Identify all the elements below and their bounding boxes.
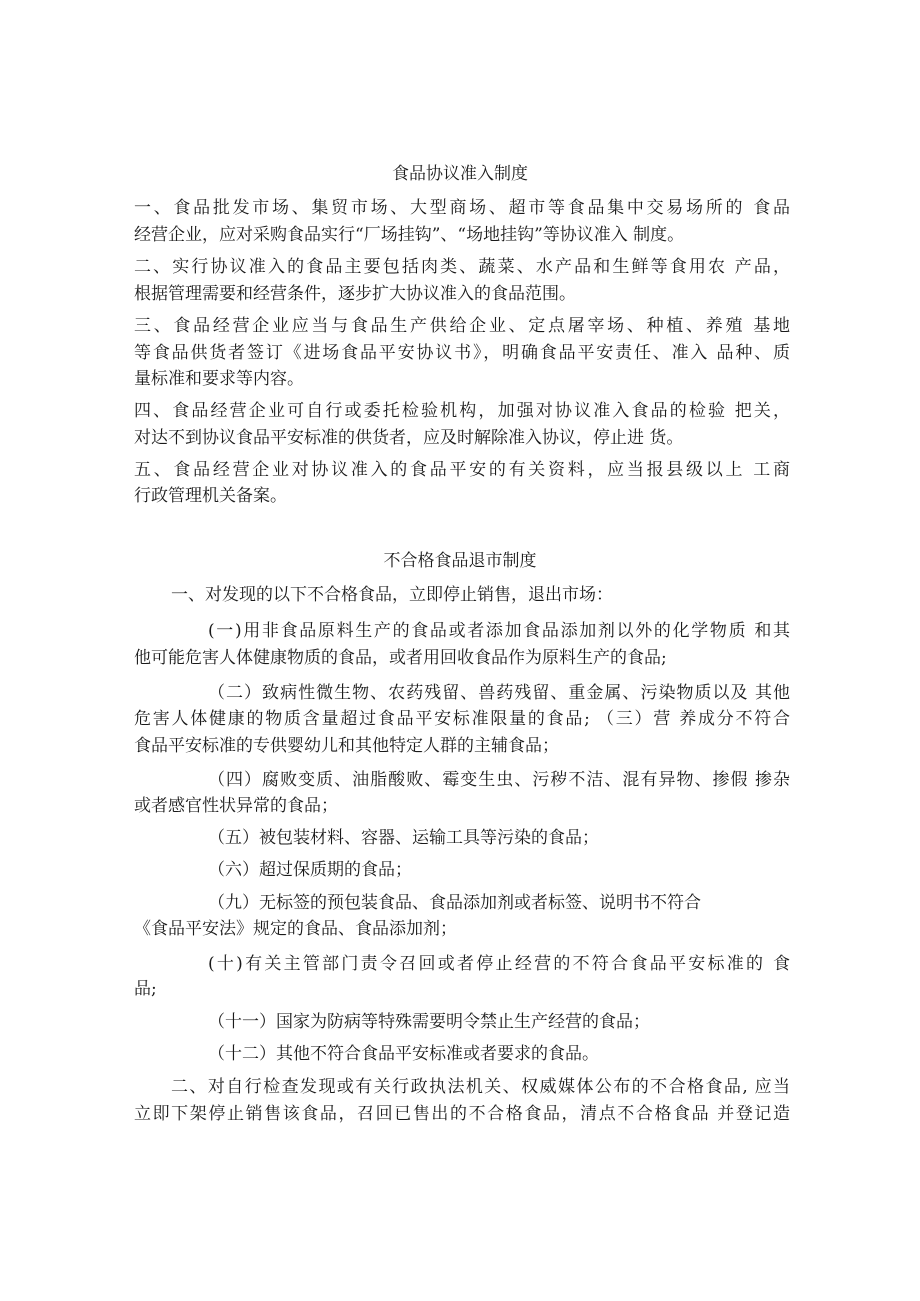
section-2-line-6: 食品平安标准的专供婴幼儿和其他特定人群的主辅食品； [134,736,559,756]
section-2-line-12: 《食品平安法》规定的食品、食品添加剂； [134,919,457,939]
section-2-line-11: （九）无标签的预包装食品、食品添加剂或者标签、说明书不符合 [208,893,701,913]
section-1-line-8: 四、食品经营企业可自行或委托检验机构，加强对协议准入食品的检验 把关， [134,401,790,421]
section-2-line-18: 立即下架停止销售该食品，召回已售出的不合格食品，清点不合格食品 并登记造 [134,1104,790,1124]
section-2-line-4: （二）致病性微生物、农药残留、兽药残留、重金属、污染物质以及 其他 [208,683,790,703]
section-2-title: 不合格食品退市制度 [383,551,537,571]
section-1-line-6: 等食品供货者签订《进场食品平安协议书》，明确食品平安责任、准入 品种、质 [134,343,790,363]
section-1-title: 食品协议准入制度 [392,164,528,184]
section-1-line-3: 二、实行协议准入的食品主要包括肉类、蔬菜、水产品和生鲜等食用农 产品， [134,257,790,277]
section-2-line-3: 他可能危害人体健康物质的食品，或者用回收食品作为原料生产的食品; [134,648,667,668]
section-2-line-16: （十二）其他不符合食品平安标准或者要求的食品。 [208,1044,599,1064]
section-1-line-4: 根据管理需要和经营条件，逐步扩大协议准入的食品范围。 [134,284,576,304]
section-2-line-10: （六）超过保质期的食品； [208,860,412,880]
section-2-line-17: 二、对自行检查发现或有关行政执法机关、权威媒体公布的不合格食品, 应当 [171,1077,790,1097]
section-2-line-5: 危害人体健康的物质含量超过食品平安标准限量的食品; （三）营 养成分不符合 [134,709,790,729]
section-2-line-8: 或者感官性状异常的食品； [134,796,338,816]
section-1-line-10: 五、食品经营企业对协议准入的食品平安的有关资料，应当报县级以上 工商 [134,460,790,480]
section-2-line-9: （五）被包装材料、容器、运输工具等污染的食品； [208,828,599,848]
section-2-line-2: (一)用非食品原料生产的食品或者添加食品添加剂以外的化学物质 和其 [208,621,790,641]
section-2-line-15: （十一）国家为防病等特殊需要明令禁止生产经营的食品； [208,1012,650,1032]
section-2-line-13: (十)有关主管部门责令召回或者停止经营的不符合食品平安标准的 食 [208,954,790,974]
section-1-line-5: 三、食品经营企业应当与食品生产供给企业、定点屠宰场、种植、养殖 基地 [134,316,790,336]
section-1-line-9: 对达不到协议食品平安标准的供货者，应及时解除准入协议，停止进 货。 [134,428,684,448]
section-1-line-2: 经营企业，应对采购食品实行“厂场挂钩”、“场地挂钩”等协议准入 制度。 [134,225,685,245]
section-2-line-7: （四）腐败变质、油脂酸败、霉变生虫、污秽不洁、混有异物、掺假 掺杂 [208,770,790,790]
section-1-line-7: 量标准和要求等内容。 [134,369,304,389]
section-1-line-11: 行政管理机关备案。 [134,486,287,506]
section-2-line-14: 品; [134,979,157,999]
section-1-line-1: 一、食品批发市场、集贸市场、大型商场、超市等食品集中交易场所的 食品 [134,198,790,218]
section-2-line-1: 一、对发现的以下不合格食品，立即停止销售，退出市场： [171,585,613,605]
